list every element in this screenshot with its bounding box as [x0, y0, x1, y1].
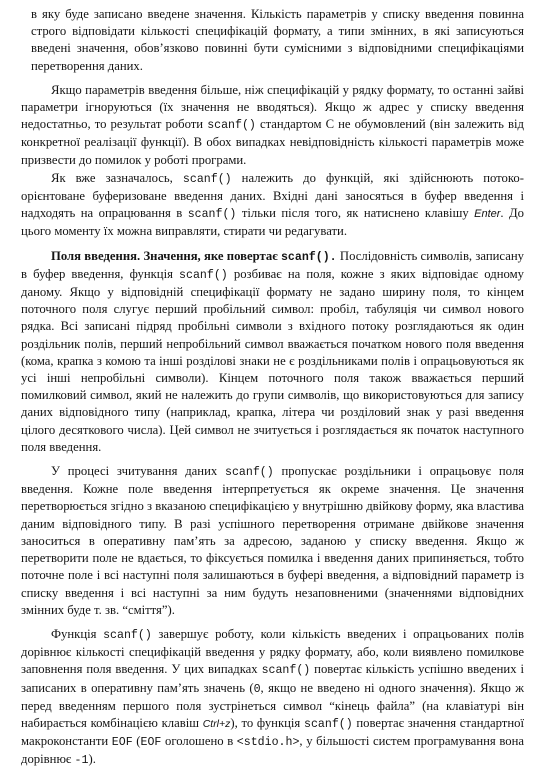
- text-run: ).: [88, 752, 96, 767]
- text-run: (: [132, 734, 141, 749]
- code-fragment-bold: scanf().: [280, 250, 337, 264]
- code-fragment: scanf(): [182, 172, 232, 186]
- code-fragment: scanf(): [187, 208, 237, 222]
- text-run: пропускає роздільники і опрацьовує поля введення. Кожне поле введення інтерпретується як окреме значення. Це значення перетворюється згідно з вказаною специфікацією у внутрішню двійкову форму, яка властива даним відповідного типу. В разі успішного перетворення отримане двійкове значення заноситься в оперативну пам’ять за адресою, заданою у списку введення. Якщо ж перетворити поле не вдається, то фіксується помилка і введення даних припиняється, тобто поточне поле і всі наступні поля залишаються в буфері введення, а відповідний параметр із списку введення і всі наступні за ним будуть незаповненими (значеннями відповідних змінних буде т. зв. “сміття”).: [21, 464, 524, 617]
- section-heading: Поля введення. Значення, яке повертає: [51, 248, 281, 263]
- text-run: в яку буде записано введене значення. Кількість параметрів у списку введення повинна строго відповідати кількості специфікацій формату, а типи змінних, в які записуються введені значення, обов’язково повинні бути сумісними з відповідними специфікаціями перетворення даних.: [31, 7, 524, 73]
- text-run: повертає значення стандартної макроконстанти: [21, 715, 524, 749]
- text-run: Як вже зазначалось,: [51, 170, 183, 185]
- paragraph-6: [21, 626, 524, 770]
- code-fragment: scanf(): [179, 268, 228, 282]
- code-fragment: scanf(): [261, 664, 311, 678]
- text-run: тільки після того, як натиснено клавішу: [236, 206, 475, 221]
- paragraph-2: [21, 82, 524, 169]
- text-run: Якщо параметрів введення більше, ніж специфікацій у рядку формату, то останні зайві параметри ігноруються (їх значення не вводяться). Якщо ж адрес у списку введення недостатньо, то результат роботи: [21, 82, 524, 132]
- text-run: Послідовність символів, записану в буфер введення, функція: [21, 248, 524, 281]
- paragraph-4: [21, 248, 524, 456]
- text-run: належить до функцій, які здійснюють потоко-орієнтоване буферизоване введення даних. Вхідні дані заносяться в буфер введення і надходять на опрацювання в: [21, 170, 524, 221]
- paragraph-3: [21, 170, 524, 241]
- text-run: . До цього моменту їх можна виправляти, стирати чи редагувати.: [21, 206, 524, 239]
- code-fragment: scanf(): [207, 119, 256, 133]
- code-fragment: scanf(): [224, 466, 274, 480]
- text-run: У процесі зчитування даних: [51, 464, 225, 479]
- text-run: Функція: [51, 626, 104, 641]
- text-run: стандартом С не обумовлений (він залежить від конкретної реалізації функції). В обох випадках невідповідність кількості параметрів може призвести до помилок у роботі програми.: [21, 117, 524, 167]
- key-name: Enter: [474, 208, 501, 221]
- text-run: розбиває на поля, кожне з яких відповідає одному даному. Якщо у відповідній специфікації формату не задано ширину поля, то кінцем поточного поля слугує перший пробільний символ: пробіл, табуляція чи символ нового рядка. Всі записані підряд пробільні символи з вхідного потоку розглядаються як один роздільник полів, перший непробільний символ вважається початком нового поля введення (кома, крапка з комою та інші розділові знаки не є роздільниками полів і опрацьовуються як усі інші непробільні символи). Кінцем поточного поля також вважається перший помилковий символ, який не належить до групи символів, що використовуються для запису даних відповідного типу (наприклад, крапка, літера чи розділовий знак у разі введення цілого десяткового числа). Цей символ не зчитується і розглядається як початок наступного поля введення.: [21, 266, 524, 454]
- code-fragment: EOF: [111, 736, 133, 750]
- text-run: завершує роботу, коли кількість введених і опрацьованих полів дорівнює кількості специфікацій введення у рядку формату, або, коли виявлено помилкове заповнення поля введення. У цих випадках: [21, 626, 524, 677]
- code-fragment: <stdio.h>: [236, 736, 300, 750]
- text-run: повертає кількість успішно введених і записаних в оперативну пам’ять значень (: [21, 662, 524, 695]
- text-run: ), то функція: [230, 715, 304, 730]
- code-fragment: EOF: [140, 736, 162, 750]
- key-combination: Ctrl+z: [202, 717, 231, 730]
- paragraph-5: [21, 463, 524, 619]
- text-run: , якщо не введено ні одного значення). Якщо ж перед введенням першого поля зустрінеться символ “кінець файла” (на клавіатурі він набирається комбінацією клавіш: [21, 680, 524, 730]
- paragraph-1: [21, 6, 524, 75]
- code-fragment: 0: [253, 682, 261, 696]
- code-fragment: -1: [74, 754, 89, 768]
- text-run: оголошено в: [161, 734, 237, 749]
- code-fragment: scanf(): [103, 628, 152, 642]
- code-fragment: scanf(): [303, 717, 353, 731]
- text-run: , у більшості систем програмування вона дорівнює: [21, 734, 525, 767]
